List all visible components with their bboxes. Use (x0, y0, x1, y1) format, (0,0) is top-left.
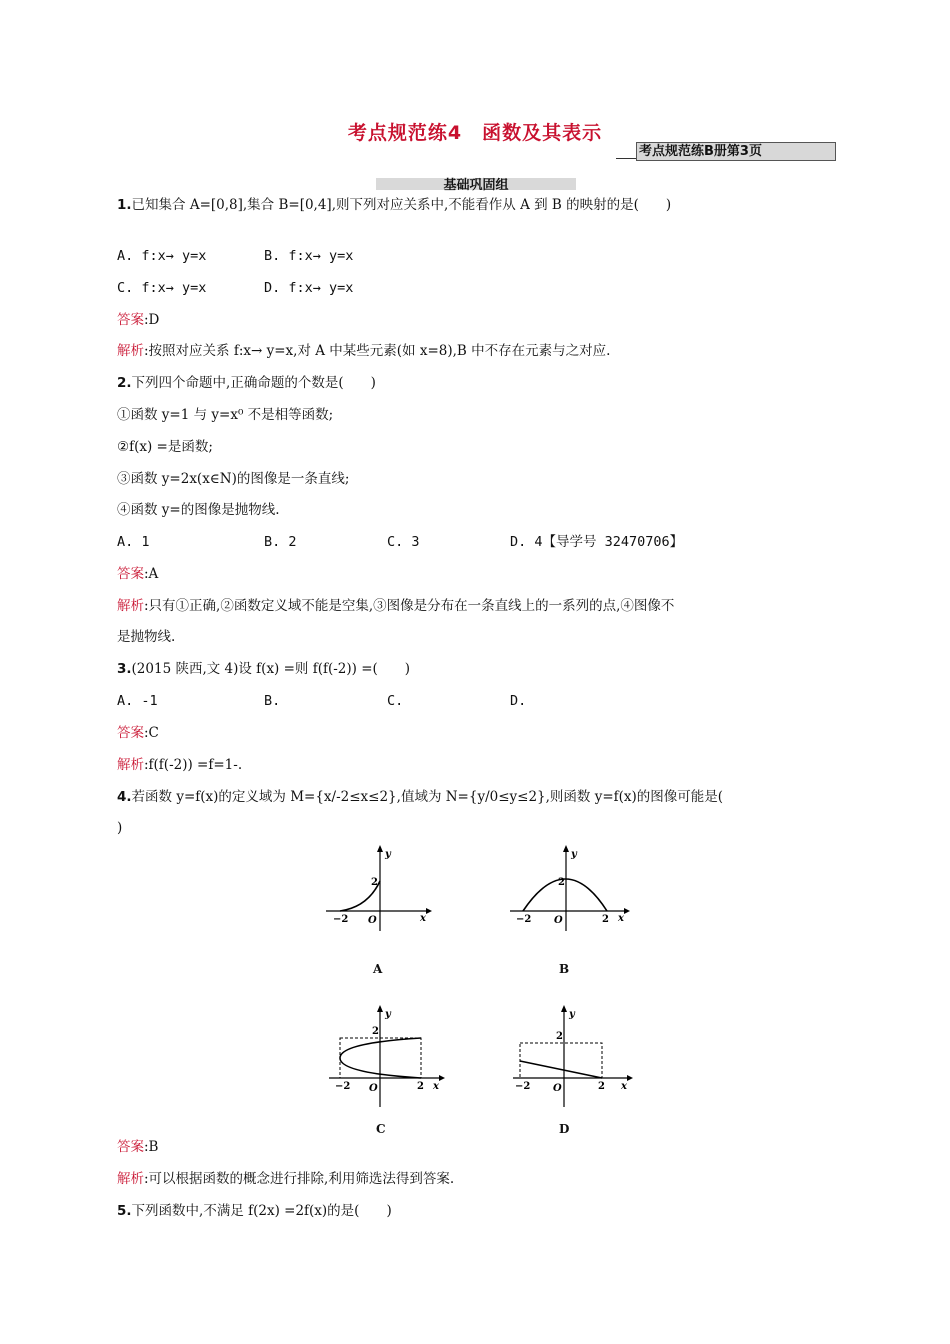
q2-item-4: ④函数 y=的图像是抛物线. (117, 502, 280, 518)
graph-d-label: D (559, 1122, 570, 1136)
graph-c-label: C (376, 1122, 386, 1136)
q1-answer (117, 311, 159, 329)
y-label: y (571, 849, 577, 860)
graph-c (325, 1003, 445, 1111)
tick-x-2: 2 (417, 1081, 424, 1092)
graph-d (509, 1003, 633, 1111)
page-title: 考点规范练4 函数及其表示 (347, 122, 603, 144)
tick-neg-2: −2 (335, 1081, 351, 1092)
q2-option-c: C. 3 (387, 534, 420, 550)
q2-option-d (510, 533, 683, 551)
origin-label: O (368, 915, 377, 926)
y-label: y (385, 1009, 391, 1020)
question-number: 5. (117, 1203, 132, 1219)
q1-option-c: C. f:x→ y=x (117, 280, 207, 296)
question-text: 下列函数中,不满足 f(2x) =2f(x)的是( ) (131, 1203, 392, 1219)
answer-value: :B (144, 1139, 159, 1155)
answer-value: :C (144, 725, 159, 741)
x-label: x (433, 1081, 439, 1092)
y-label: y (385, 849, 391, 860)
q2-answer (117, 565, 158, 583)
question-1-stem (117, 196, 671, 214)
tick-y-2: 2 (371, 877, 378, 888)
answer-label: 答案 (117, 312, 144, 328)
range-box (520, 1043, 602, 1078)
question-number: 4. (117, 789, 132, 805)
question-5-stem (117, 1202, 392, 1220)
q3-answer (117, 724, 159, 742)
q2-item-3: ③函数 y=2x(x∈N)的图像是一条直线; (117, 471, 350, 487)
ref-rule (616, 158, 636, 159)
q3-option-c: C. (387, 693, 404, 709)
question-number: 1. (117, 197, 132, 213)
origin-label: O (554, 915, 563, 926)
q2-option-b: B. 2 (264, 534, 297, 550)
x-label: x (618, 913, 624, 924)
q3-option-b: B. (264, 693, 281, 709)
analysis-label: 解析 (117, 1171, 144, 1187)
q3-option-a: A. -1 (117, 693, 158, 709)
analysis-text: :可以根据函数的概念进行排除,利用筛选法得到答案. (144, 1171, 455, 1187)
tick-y-2: 2 (372, 1026, 379, 1037)
question-text: 若函数 y=f(x)的定义域为 M={x/-2≤x≤2},值域为 N={y/0≤y≤2},则函数 y=f(x)的图像可能是( (131, 789, 724, 805)
y-axis-arrow-icon (377, 845, 383, 852)
origin-label: O (553, 1083, 562, 1094)
analysis-text: :只有①正确,②函数定义域不能是空集,③图像是分布在一条直线上的一系列的点,④图像不 (144, 598, 675, 614)
q1-option-b: B. f:x→ y=x (264, 248, 354, 264)
analysis-text: :f(f(-2)) =f=1-. (144, 757, 243, 773)
question-2-stem (117, 374, 376, 392)
question-text: 已知集合 A=[0,8],集合 B=[0,4],则下列对应关系中,不能看作从 A 到 B 的映射的是( ) (131, 197, 672, 213)
q2-analysis-continued: 是抛物线. (117, 629, 176, 645)
tick-neg-2: −2 (515, 1081, 531, 1092)
tick-x-2: 2 (598, 1081, 605, 1092)
tick-y-2: 2 (556, 1031, 563, 1042)
option-d-text: D. 4 (510, 534, 543, 550)
y-axis-arrow-icon (563, 845, 569, 852)
graph-curve (523, 879, 607, 911)
answer-value: :A (144, 566, 159, 582)
x-label: x (420, 913, 426, 924)
origin-label: O (369, 1083, 378, 1094)
analysis-label: 解析 (117, 757, 144, 773)
q4-answer (117, 1138, 158, 1156)
q3-analysis (117, 756, 242, 774)
graph-a (322, 843, 432, 933)
question-number: 3. (117, 661, 132, 677)
analysis-label: 解析 (117, 343, 144, 359)
tick-neg-2: −2 (333, 914, 349, 925)
q2-item-1: ①函数 y=1 与 y=x⁰ 不是相等函数; (117, 407, 334, 423)
q2-item-2: ②f(x) =是函数; (117, 439, 213, 455)
graph-a-label: A (373, 962, 383, 976)
answer-label: 答案 (117, 566, 144, 582)
q2-analysis (117, 597, 674, 615)
x-axis-arrow-icon (624, 908, 630, 914)
x-axis-arrow-icon (439, 1075, 445, 1081)
q1-analysis (117, 342, 610, 360)
y-axis-arrow-icon (377, 1005, 383, 1012)
question-text: 下列四个命题中,正确命题的个数是( ) (131, 375, 376, 391)
question-4-stem (117, 788, 723, 806)
x-axis-arrow-icon (627, 1075, 633, 1081)
tick-x-2: 2 (602, 914, 609, 925)
tick-neg-2: −2 (516, 914, 532, 925)
book-reference-box: 考点规范练B册第3页 (636, 142, 836, 161)
x-axis-arrow-icon (426, 908, 432, 914)
answer-label: 答案 (117, 725, 144, 741)
q1-option-a: A. f:x→ y=x (117, 248, 207, 264)
guide-number: 【导学号 32470706】 (542, 534, 684, 550)
y-axis-arrow-icon (561, 1005, 567, 1012)
tick-y-2: 2 (558, 877, 565, 888)
x-label: x (621, 1081, 627, 1092)
question-3-stem (117, 660, 410, 678)
answer-value: :D (144, 312, 160, 328)
q3-option-d: D. (510, 693, 527, 709)
analysis-text: :按照对应关系 f:x→ y=x,对 A 中某些元素(如 x=8),B 中不存在元素与之对应. (144, 343, 611, 359)
q1-option-d: D. f:x→ y=x (264, 280, 354, 296)
graph-segment (520, 1061, 602, 1078)
graph-b (506, 843, 630, 933)
y-label: y (569, 1009, 575, 1020)
q2-option-a: A. 1 (117, 534, 150, 550)
question-number: 2. (117, 375, 132, 391)
section-title: 基础巩固组 (443, 178, 509, 193)
q4-analysis (117, 1170, 454, 1188)
question-4-stem-continued: ) (117, 820, 123, 836)
question-text: (2015 陕西,文 4)设 f(x) =则 f(f(-2)) =( ) (131, 661, 411, 677)
analysis-label: 解析 (117, 598, 144, 614)
answer-label: 答案 (117, 1139, 144, 1155)
graph-b-label: B (559, 962, 570, 976)
